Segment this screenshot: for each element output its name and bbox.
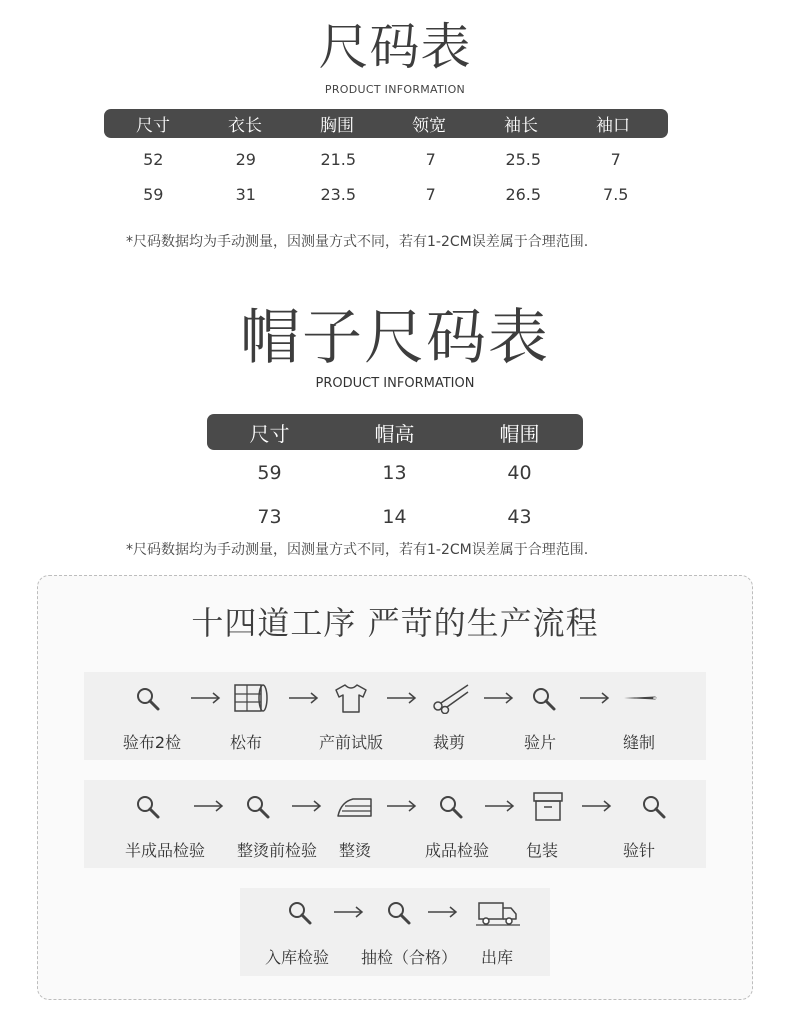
table-cell: 7 <box>425 185 436 204</box>
magnifier-icon <box>240 791 276 823</box>
iron-icon <box>335 790 375 822</box>
step-label: 出库 <box>480 948 513 967</box>
step-label: 半成品检验 <box>124 841 205 860</box>
hat-table-note: *尺码数据均为手动测量，因测量方式不同，若有1-2CM误差属于合理范围. <box>126 542 589 558</box>
size-table-title: 尺码表 <box>318 18 472 76</box>
step-label: 验布2检 <box>122 733 182 752</box>
header-cell: 衣长 <box>228 116 262 136</box>
table-cell: 23.5 <box>320 185 357 204</box>
process-title: 十四道工序 严苛的生产流程 <box>191 604 599 642</box>
header-cell: 胸围 <box>320 116 354 136</box>
table-cell: 13 <box>382 462 407 484</box>
step-label: 产前试版 <box>318 733 383 752</box>
hat-table-title: 帽子尺码表 <box>240 303 550 373</box>
header-cell: 袖口 <box>596 116 630 136</box>
step-label: 抽检（合格） <box>360 948 457 967</box>
arrow-right-icon <box>483 796 517 816</box>
table-cell: 26.5 <box>505 185 542 204</box>
header-cell: 帽围 <box>499 421 540 446</box>
table-row <box>207 506 583 528</box>
arrow-right-icon <box>580 796 614 816</box>
size-table-subtitle: PRODUCT INFORMATION <box>324 83 466 96</box>
step-label: 验针 <box>622 841 655 860</box>
table-cell: 14 <box>382 506 407 528</box>
hat-table-subtitle: PRODUCT INFORMATION <box>315 376 475 391</box>
arrow-right-icon <box>385 688 419 708</box>
table-cell: 52 <box>143 150 164 169</box>
table-cell: 43 <box>507 506 532 528</box>
arrow-right-icon <box>482 688 516 708</box>
header-cell: 袖长 <box>504 116 538 136</box>
step-label: 入库检验 <box>264 948 329 967</box>
fabric-roll-icon <box>233 682 269 714</box>
step-label: 松布 <box>229 733 262 752</box>
table-cell: 40 <box>507 462 532 484</box>
box-icon <box>530 790 566 822</box>
arrow-right-icon <box>192 796 226 816</box>
step-label: 包装 <box>525 841 558 860</box>
tshirt-icon <box>333 682 369 714</box>
arrow-right-icon <box>578 688 612 708</box>
table-row <box>207 462 583 484</box>
header-cell: 领宽 <box>412 116 446 136</box>
magnifier-icon <box>130 791 166 823</box>
magnifier-icon <box>282 897 318 929</box>
table-cell: 7.5 <box>603 185 629 204</box>
table-cell: 29 <box>235 150 256 169</box>
step-label: 整烫 <box>338 841 371 860</box>
table-cell: 25.5 <box>505 150 542 169</box>
truck-icon <box>475 896 521 928</box>
header-cell: 尺寸 <box>136 116 170 136</box>
table-cell: 73 <box>257 506 282 528</box>
size-table-note: *尺码数据均为手动测量，因测量方式不同，若有1-2CM误差属于合理范围. <box>126 234 589 250</box>
magnifier-icon <box>526 683 562 715</box>
step-label: 裁剪 <box>432 733 465 752</box>
magnifier-icon <box>636 791 672 823</box>
table-cell: 7 <box>610 150 621 169</box>
table-cell: 59 <box>257 462 282 484</box>
magnifier-icon <box>130 683 166 715</box>
table-cell: 31 <box>235 185 256 204</box>
magnifier-icon <box>381 897 417 929</box>
step-label: 整烫前检验 <box>236 841 317 860</box>
step-label: 缝制 <box>622 733 655 752</box>
size-table-header <box>104 109 668 138</box>
arrow-right-icon <box>189 688 223 708</box>
needle-icon <box>621 682 661 714</box>
table-cell: 21.5 <box>320 150 357 169</box>
table-cell: 59 <box>143 185 164 204</box>
table-row <box>107 185 662 204</box>
step-label: 验片 <box>523 733 556 752</box>
step-label: 成品检验 <box>424 841 489 860</box>
arrow-right-icon <box>287 688 321 708</box>
arrow-right-icon <box>426 902 460 922</box>
table-row <box>107 150 662 169</box>
arrow-right-icon <box>385 796 419 816</box>
arrow-right-icon <box>290 796 324 816</box>
scissors-icon <box>431 682 471 714</box>
table-cell: 7 <box>425 150 436 169</box>
hat-table-header <box>207 414 583 450</box>
header-cell: 尺寸 <box>249 421 290 446</box>
header-cell: 帽高 <box>374 421 415 446</box>
magnifier-icon <box>433 791 469 823</box>
arrow-right-icon <box>332 902 366 922</box>
